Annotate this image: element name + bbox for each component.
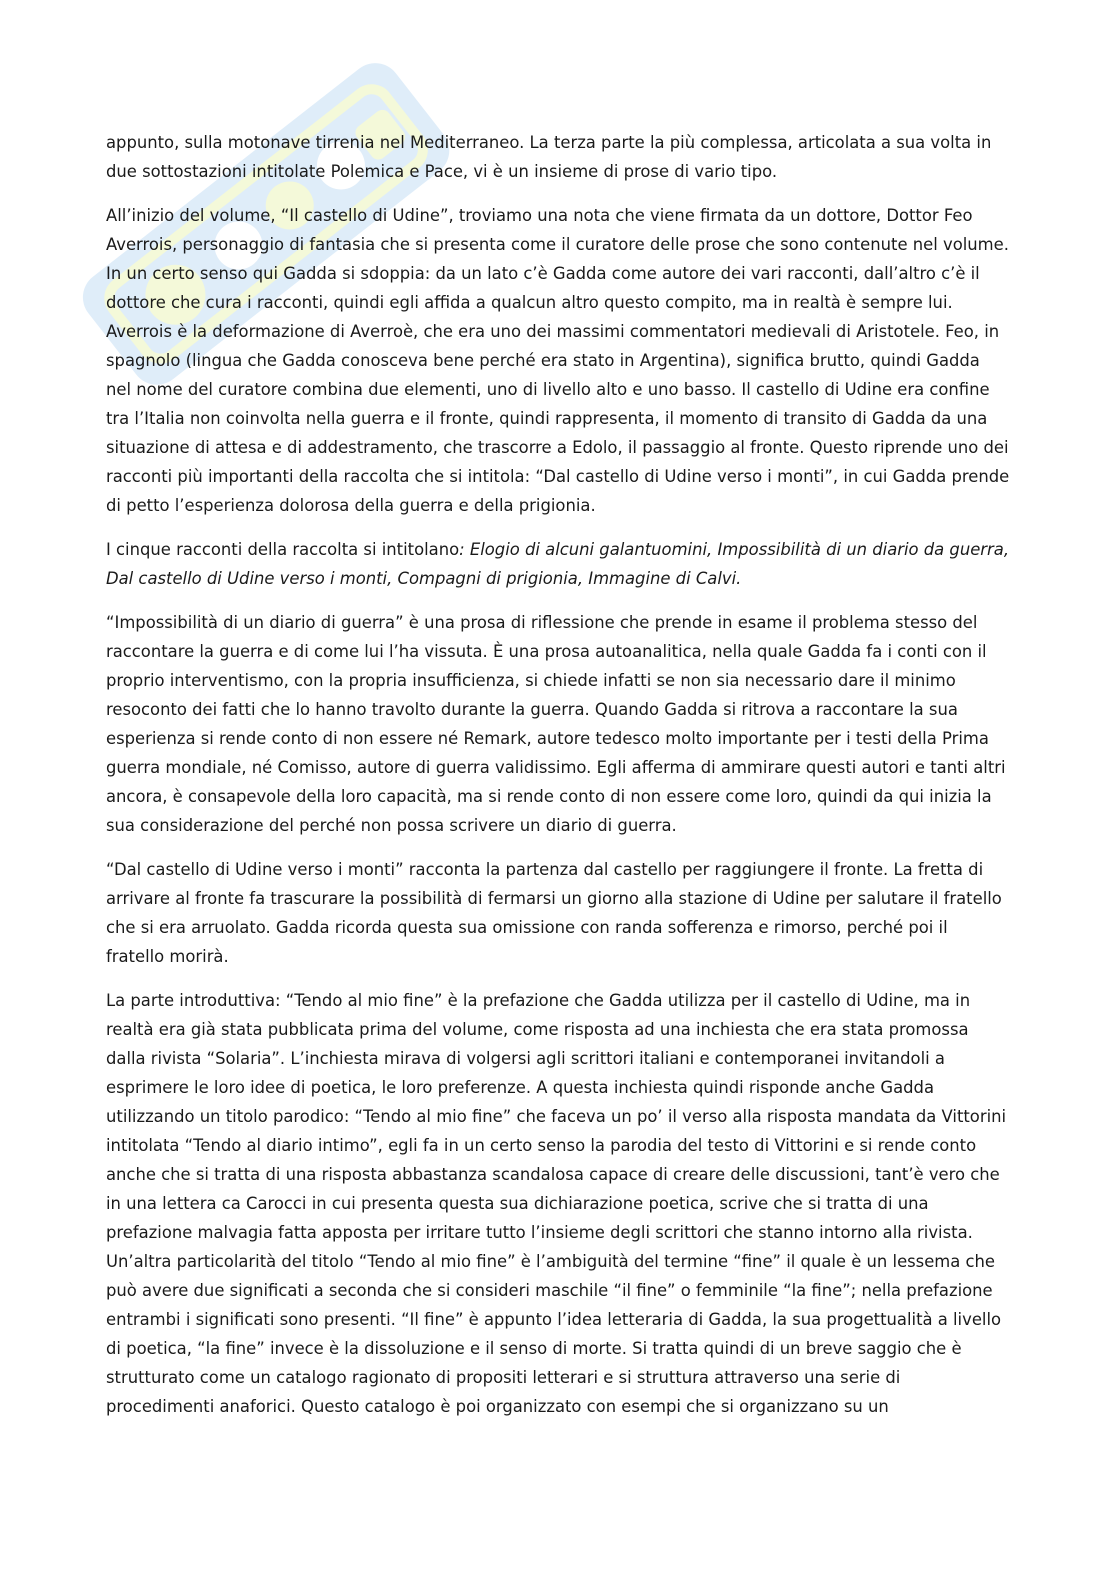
paragraph-3 [106,535,1010,593]
paragraph-2: All’inizio del volume, “Il castello di Udine”, troviamo una nota che viene firmata da un dottore, Dottor Feo Averrois, personaggio di fantasia che si presenta come il curatore delle prose che sono contenute nel volume. In un certo senso qui Gadda si sdoppia: da un lato c’è Gadda come autore dei vari racconti, dall’altro c’è il dottore che cura i racconti, quindi egli affida a qualcun altro questo compito, ma in realtà è sempre lui. Averrois è la deformazione di Averroè, che era uno dei massimi commentatori medievali di Aristotele. Feo, in spagnolo (lingua che Gadda conosceva bene perché era stato in Argentina), significa brutto, quindi Gadda nel nome del curatore combina due elementi, uno di livello alto e uno basso. Il castello di Udine era confine tra l’Italia non coinvolta nella guerra e il fronte, quindi rappresenta, il momento di transito di Gadda da una situazione di attesa e di addestramento, che trascorre a Edolo, il passaggio al fronte. Questo riprende uno dei racconti più importanti della raccolta che si intitola: “Dal castello di Udine verso i monti”, in cui Gadda prende di petto l’esperienza dolorosa della guerra e della prigionia. [106,206,1010,515]
document-page [106,128,1010,1436]
paragraph-1: appunto, sulla motonave tirrenia nel Mediterraneo. La terza parte la più complessa, articolata a sua volta in due sottostazioni intitolate Polemica e Pace, vi è un insieme di prose di vario tipo. [106,133,992,181]
paragraph-5: “Dal castello di Udine verso i monti” racconta la partenza dal castello per raggiungere il fronte. La fretta di arrivare al fronte fa trascurare la possibilità di fermarsi un giorno alla stazione di Udine per salutare il fratello che si era arruolato. Gadda ricorda questa sua omissione con randa sofferenza e rimorso, perché poi il fratello morirà. [106,860,1002,966]
paragraph-3-lead: I cinque racconti della raccolta si intitolano [106,540,460,559]
story-titles-list: : Elogio di alcuni galantuomini, Impossibilità di un diario da guerra, Dal castello di Udine verso i monti, Compagni di prigionia, Immagine di Calvi. [106,540,1010,588]
paragraph-6: La parte introduttiva: “Tendo al mio fine” è la prefazione che Gadda utilizza per il castello di Udine, ma in realtà era già stata pubblicata prima del volume, come risposta ad una inchiesta che era stata promossa dalla rivista “Solaria”. L’inchiesta mirava di volgersi agli scrittori italiani e contemporanei invitandoli a esprimere le loro idee di poetica, le loro preferenze. A questa inchiesta quindi risponde anche Gadda utilizzando un titolo parodico: “Tendo al mio fine” che faceva un po’ il verso alla risposta mandata da Vittorini intitolata “Tendo al diario intimo”, egli fa in un certo senso la parodia del testo di Vittorini e si rende conto anche che si tratta di una risposta abbastanza scandalosa capace di creare delle discussioni, tant’è vero che in una lettera ca Carocci in cui presenta questa sua dichiarazione poetica, scrive che si tratta di una prefazione malvagia fatta apposta per irritare tutto l’insieme degli scrittori che stanno intorno alla rivista. Un’altra particolarità del titolo “Tendo al mio fine” è l’ambiguità del termine “fine” il quale è un lessema che può avere due significati a seconda che si consideri maschile “il fine” o femminile “la fine”; nella prefazione entrambi i significati sono presenti. “Il fine” è appunto l’idea letteraria di Gadda, la sua progettualità a livello di poetica, “la fine” invece è la dissoluzione e il senso di morte. Si tratta quindi di un breve saggio che è strutturato come un catalogo ragionato di propositi letterari e si struttura attraverso una serie di procedimenti anaforici. Questo catalogo è poi organizzato con esempi che si organizzano su un [106,991,1007,1416]
paragraph-4: “Impossibilità di un diario di guerra” è una prosa di riflessione che prende in esame il problema stesso del raccontare la guerra e di come lui l’ha vissuta. È una prosa autoanalitica, nella quale Gadda fa i conti con il proprio interventismo, con la propria insufficienza, si chiede infatti se non sia necessario dare il minimo resoconto dei fatti che lo hanno travolto durante la guerra. Quando Gadda si ritrova a raccontare la sua esperienza si rende conto di non essere né Remark, autore tedesco molto importante per i testi della Prima guerra mondiale, né Comisso, autore di guerra validissimo. Egli afferma di ammirare questi autori e tanti altri ancora, è consapevole della loro capacità, ma si rende conto di non essere come loro, quindi da qui inizia la sua considerazione del perché non possa scrivere un diario di guerra. [106,613,1006,835]
